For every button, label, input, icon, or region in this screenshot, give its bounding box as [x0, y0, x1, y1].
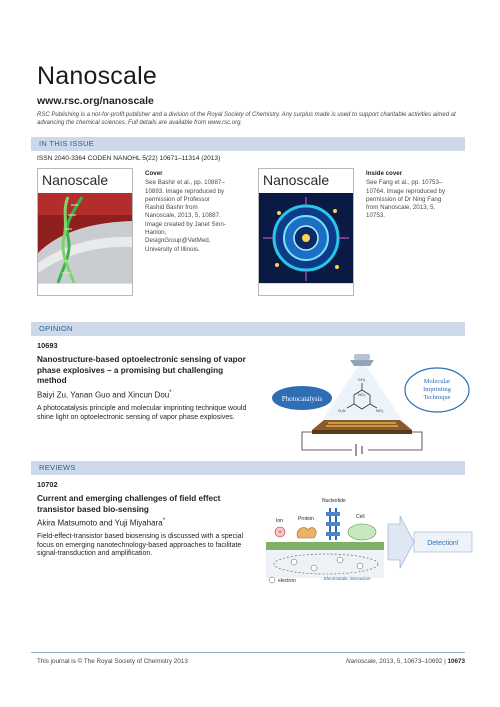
cover-thumbnail-title: Nanoscale — [42, 172, 109, 188]
svg-text:NO₂: NO₂ — [358, 392, 366, 397]
imprinting-label-line-1: Molecular — [423, 378, 451, 385]
article-page-number[interactable]: 10702 — [37, 480, 58, 489]
section-label: IN THIS ISSUE — [39, 139, 95, 148]
opinion-toc-graphic — [272, 350, 472, 460]
journal-url[interactable]: www.rsc.org/nanoscale — [37, 95, 154, 107]
article-authors — [37, 518, 165, 528]
inside-cover-heading: Inside cover — [366, 170, 403, 177]
authors-text: Akira Matsumoto and Yuji Miyahara — [37, 518, 163, 528]
inside-cover-thumbnail[interactable] — [258, 168, 354, 296]
imprinting-label-line-2: Imprinting — [423, 386, 451, 393]
article-abstract: A photocatalysis principle and molecular imprinting technique would shine light on optoelectronic sensing of vapor phase explosives. — [37, 405, 247, 421]
cover-caption — [145, 170, 229, 254]
svg-text:+: + — [278, 530, 282, 536]
footer-copyright: This journal is © The Royal Society of Chemistry 2013 — [37, 658, 188, 665]
cell-label: Cell — [356, 514, 365, 520]
ion-label: Ion — [276, 518, 283, 524]
article-title[interactable]: Nanostructure-based optoelectronic sensing of vapor phase explosives – a promising but challenging method — [37, 355, 246, 385]
section-band-reviews — [31, 461, 465, 475]
section-band-opinion — [31, 322, 465, 336]
svg-text:NO₂: NO₂ — [376, 408, 384, 413]
inside-cover-thumbnail-title: Nanoscale — [263, 172, 330, 188]
corresponding-mark: * — [162, 518, 166, 524]
article-abstract: Field-effect-transistor based biosensing is discussed with a special focus on emerging nanotechnology-based approaches to facilitate signal-transduction and amplification. — [37, 533, 244, 558]
issn-line: ISSN 2040-3364 CODEN NANOHL 5(22) 10671–11314 (2013) — [37, 155, 221, 162]
section-band-in-this-issue — [31, 137, 465, 151]
cover-caption-text: See Bashir et al., pp. 10887–10893. Image reproduced by permission of Professor Rashid Bashir from Nanoscale, 2013, 5, 10887. Image created by Janet Sinn-Hanlon, DesignGroup@VetMed, University of Illinois. — [145, 179, 226, 253]
article-authors — [37, 390, 172, 400]
photocatalysis-label: Photocatalysis — [281, 395, 323, 403]
cover-thumbnail[interactable] — [37, 168, 133, 296]
section-label: OPINION — [39, 324, 73, 333]
article-title[interactable]: Current and emerging challenges of field effect transistor based bio-sensing — [37, 494, 221, 514]
section-label: REVIEWS — [39, 463, 76, 472]
cover-footer-strip — [38, 283, 132, 296]
publisher-note: RSC Publishing is a not-for-profit publisher and a division of the Royal Society of Chemistry. Any surplus made is used to support charitable activities aimed at advancing the chemical sciences. Full details are available from www.rsc.org. — [37, 112, 456, 126]
imprinting-label-line-3: Technique — [423, 394, 451, 401]
footer-citation — [346, 658, 465, 665]
protein-label: Protein — [298, 516, 314, 522]
cover-heading: Cover — [145, 170, 163, 177]
article-page-number[interactable]: 10693 — [37, 341, 58, 350]
reviews-toc-graphic — [264, 494, 474, 586]
nucleotide-label: Nucleotide — [322, 498, 346, 504]
inside-cover-artwork — [259, 193, 353, 283]
electrostatic-label: Electrostatic interaction — [324, 576, 371, 581]
detection-label: Detection! — [427, 540, 459, 547]
inside-cover-caption — [366, 170, 450, 221]
journal-title: Nanoscale — [37, 62, 157, 90]
corresponding-mark: * — [169, 390, 172, 396]
electron-label: electron — [278, 578, 296, 584]
svg-text:O₂N: O₂N — [338, 408, 346, 413]
inside-cover-caption-text: See Fang et al., pp. 10753–10764. Image reproduced by permission of Dr Ning Fang from Nanoscale, 2013, 5, 10753. — [366, 179, 446, 220]
footer-page-number: 10673 — [447, 658, 465, 665]
footer-rule — [31, 652, 465, 653]
authors-text: Baiyi Zu, Yanan Guo and Xincun Dou — [37, 390, 170, 400]
footer-citation-journal: Nanoscale — [346, 658, 376, 665]
footer-citation-rest: , 2013, 5, 10673–10692 | — [375, 658, 448, 665]
svg-text:CH₃: CH₃ — [358, 377, 366, 382]
cover-artwork — [38, 193, 132, 283]
inside-cover-footer-strip — [259, 283, 353, 296]
